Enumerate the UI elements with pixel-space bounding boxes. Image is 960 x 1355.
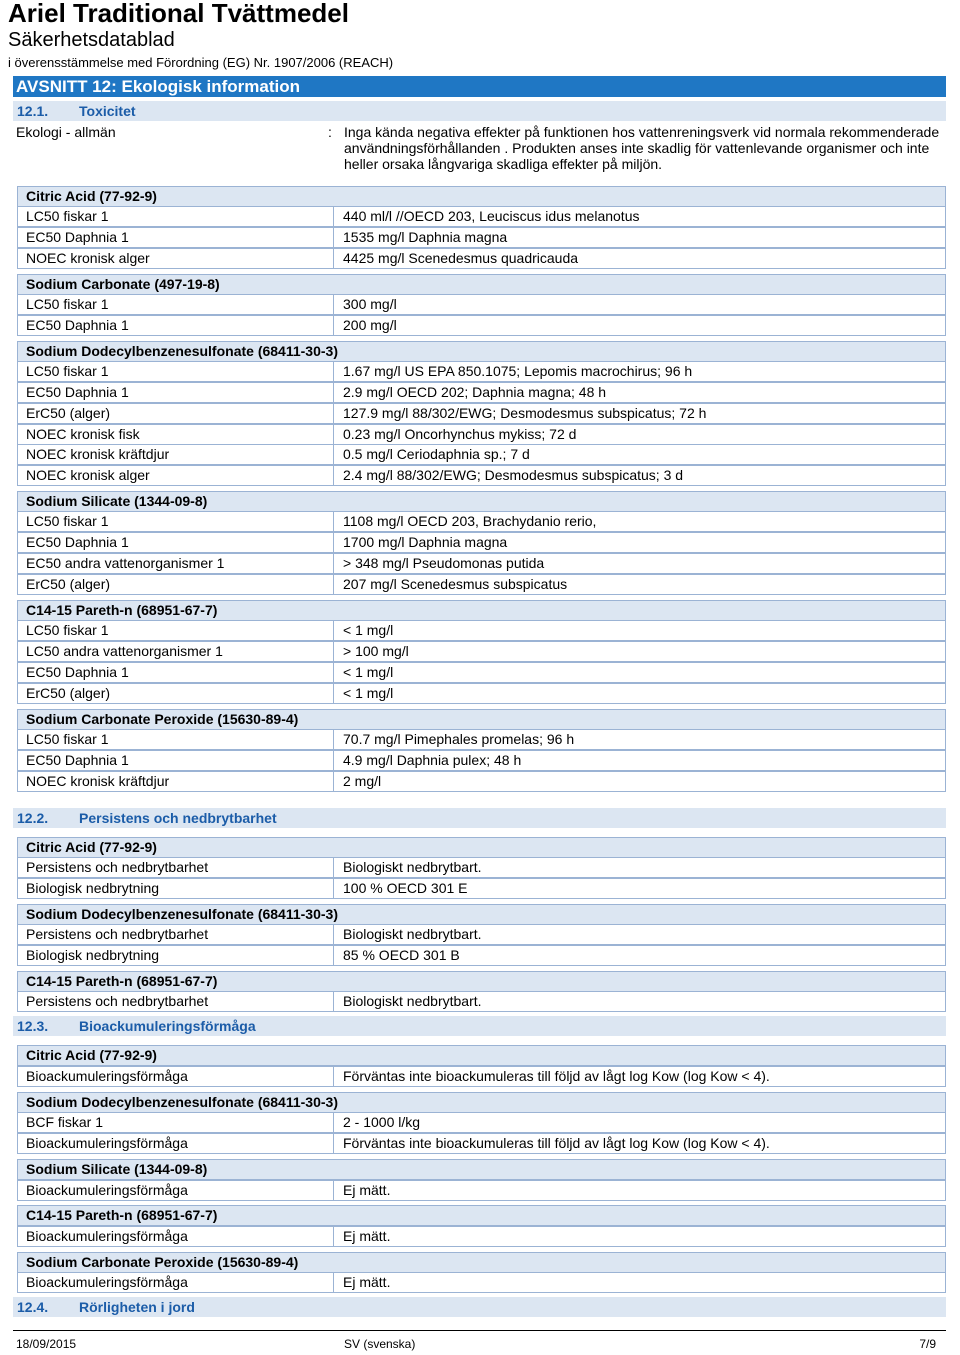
parameter-label: EC50 Daphnia 1 [26,534,129,550]
parameter-label: EC50 Daphnia 1 [26,317,129,333]
parameter-value: Ej mätt. [343,1228,391,1244]
table-row [17,444,946,465]
parameter-value: 0.5 mg/l Ceriodaphnia sp.; 7 d [343,446,530,462]
column-divider [333,1112,334,1133]
parameter-label: LC50 fiskar 1 [26,208,109,224]
parameter-label: NOEC kronisk alger [26,467,150,483]
parameter-value: 2.9 mg/l OECD 202; Daphnia magna; 48 h [343,384,607,400]
subsection-number: 12.2. [17,810,49,826]
subsection-bioaccumulation [13,1016,946,1036]
substance-name: Citric Acid (77-92-9) [26,188,157,204]
table-row [17,771,946,792]
parameter-value: < 1 mg/l [343,622,394,638]
table-row [17,1272,946,1293]
parameter-label: ErC50 (alger) [26,576,111,592]
column-divider [333,662,334,683]
parameter-label: Persistens och nedbrytbarhet [26,859,209,875]
parameter-value: 1108 mg/l OECD 203, Brachydanio rerio, [343,513,597,529]
parameter-label: LC50 fiskar 1 [26,622,109,638]
parameter-value: > 348 mg/l Pseudomonas putida [343,555,545,571]
substance-name: Sodium Silicate (1344-09-8) [26,1161,208,1177]
parameter-label: Biologisk nedbrytning [26,947,160,963]
substance-header-row [17,491,946,512]
parameter-value: 127.9 mg/l 88/302/EWG; Desmodesmus subspicatus; 72 h [343,405,707,421]
parameter-label: Bioackumuleringsförmåga [26,1182,188,1198]
parameter-value: 1535 mg/l Daphnia magna [343,229,508,245]
table-row [17,662,946,683]
subsection-soil-mobility [13,1297,946,1317]
parameter-label: EC50 Daphnia 1 [26,229,129,245]
table-row [17,945,946,966]
column-divider [333,227,334,248]
table-row [17,924,946,945]
column-divider [333,857,334,878]
parameter-value: 207 mg/l Scenedesmus subspicatus [343,576,568,592]
parameter-value: Biologiskt nedbrytbart. [343,926,482,942]
column-divider [333,465,334,486]
column-divider [333,750,334,771]
column-divider [333,641,334,662]
table-row [17,750,946,771]
parameter-value: 70.7 mg/l Pimephales promelas; 96 h [343,731,575,747]
ecology-general-text: Inga kända negativa effekter på funktionen hos vattenreningsverk vid normala rekommenderade användningsförhållanden . Produkten anses inte skadlig för vattenlevande organismer och inte heller orsaka långvariga skadliga effekter på miljön. [344,124,940,172]
column-divider [333,1133,334,1154]
column-divider [333,553,334,574]
parameter-label: EC50 Daphnia 1 [26,752,129,768]
parameter-value: Förväntas inte bioackumuleras till följd av lågt log Kow (log Kow < 4). [343,1135,770,1151]
parameter-value: < 1 mg/l [343,685,394,701]
column-divider [333,403,334,424]
parameter-value: 2.4 mg/l 88/302/EWG; Desmodesmus subspicatus; 3 d [343,467,684,483]
subsection-persistence [13,808,946,828]
subsection-title: Persistens och nedbrytbarhet [79,810,277,826]
regulation-note: i överensstämmelse med Förordning (EG) Nr. 1907/2006 (REACH) [8,55,394,70]
column-divider [333,444,334,465]
substance-header-row [17,274,946,295]
column-divider [333,574,334,595]
table-row [17,424,946,445]
parameter-label: EC50 andra vattenorganismer 1 [26,555,225,571]
parameter-label: BCF fiskar 1 [26,1114,104,1130]
column-divider [333,945,334,966]
table-row [17,227,946,248]
column-divider [333,1066,334,1087]
substance-header-row [17,837,946,858]
parameter-value: 300 mg/l [343,296,397,312]
parameter-value: < 1 mg/l [343,664,394,680]
subsection-toxicity [13,101,946,121]
substance-name: Sodium Carbonate Peroxide (15630-89-4) [26,711,299,727]
parameter-value: 1.67 mg/l US EPA 850.1075; Lepomis macrochirus; 96 h [343,363,693,379]
substance-name: Sodium Dodecylbenzenesulfonate (68411-30-3) [26,1094,338,1110]
parameter-label: NOEC kronisk fisk [26,426,140,442]
substance-header-row [17,904,946,925]
parameter-value: Ej mätt. [343,1274,391,1290]
subsection-number: 12.3. [17,1018,49,1034]
ecology-general-label: Ekologi - allmän [16,124,116,140]
substance-header-row [17,1092,946,1113]
column-divider [333,683,334,704]
substance-header-row [17,1205,946,1226]
column-divider [333,382,334,403]
substance-name: Sodium Dodecylbenzenesulfonate (68411-30-3) [26,343,338,359]
parameter-value: 85 % OECD 301 B [343,947,460,963]
table-row [17,878,946,899]
parameter-label: Bioackumuleringsförmåga [26,1135,188,1151]
parameter-value: 1700 mg/l Daphnia magna [343,534,508,550]
substance-header-row [17,600,946,621]
table-row [17,991,946,1012]
parameter-value: > 100 mg/l [343,643,409,659]
parameter-label: Persistens och nedbrytbarhet [26,993,209,1009]
table-row [17,1112,946,1133]
column-divider [333,771,334,792]
column-divider [333,511,334,532]
table-row [17,1133,946,1154]
table-row [17,574,946,595]
table-row [17,532,946,553]
substance-header-row [17,186,946,207]
parameter-label: NOEC kronisk kräftdjur [26,446,170,462]
parameter-label: EC50 Daphnia 1 [26,384,129,400]
substance-name: Citric Acid (77-92-9) [26,1047,157,1063]
table-row [17,553,946,574]
parameter-value: 2 mg/l [343,773,382,789]
substance-header-row [17,1159,946,1180]
column-divider [333,315,334,336]
column-divider [333,294,334,315]
column-divider [333,1272,334,1293]
parameter-label: LC50 fiskar 1 [26,731,109,747]
parameter-value: 440 ml/l //OECD 203, Leuciscus idus melanotus [343,208,640,224]
footer-date: 18/09/2015 [16,1337,77,1351]
parameter-value: 100 % OECD 301 E [343,880,468,896]
footer-page-number: 7/9 [919,1337,936,1351]
table-row [17,465,946,486]
table-row [17,294,946,315]
document-type: Säkerhetsdatablad [8,29,175,51]
parameter-label: LC50 fiskar 1 [26,363,109,379]
table-row [17,683,946,704]
column-divider [333,532,334,553]
column-divider [333,424,334,445]
substance-name: Citric Acid (77-92-9) [26,839,157,855]
parameter-value: Ej mätt. [343,1182,391,1198]
substance-name: C14-15 Pareth-n (68951-67-7) [26,973,218,989]
table-row [17,403,946,424]
parameter-label: Bioackumuleringsförmåga [26,1068,188,1084]
table-row [17,620,946,641]
section-title: AVSNITT 12: Ekologisk information [13,76,946,97]
parameter-label: Bioackumuleringsförmåga [26,1228,188,1244]
subsection-number: 12.1. [17,103,49,119]
table-row [17,361,946,382]
parameter-label: LC50 andra vattenorganismer 1 [26,643,223,659]
column-divider [333,878,334,899]
substance-name: Sodium Carbonate (497-19-8) [26,276,220,292]
parameter-value: 0.23 mg/l Oncorhynchus mykiss; 72 d [343,426,577,442]
column-divider [333,206,334,227]
substance-header-row [17,1252,946,1273]
subsection-title: Bioackumuleringsförmåga [79,1018,256,1034]
table-row [17,857,946,878]
substance-header-row [17,971,946,992]
column-divider [333,729,334,750]
footer-language: SV (svenska) [344,1337,416,1351]
subsection-title: Rörligheten i jord [79,1299,195,1315]
subsection-number: 12.4. [17,1299,49,1315]
table-row [17,1180,946,1201]
subsection-title: Toxicitet [79,103,136,119]
column-divider [333,361,334,382]
label-colon: : [328,124,332,140]
table-row [17,1066,946,1087]
parameter-value: Biologiskt nedbrytbart. [343,859,482,875]
parameter-label: LC50 fiskar 1 [26,296,109,312]
parameter-value: 200 mg/l [343,317,397,333]
table-row [17,641,946,662]
column-divider [333,1180,334,1201]
page-footer [13,1330,946,1355]
parameter-label: ErC50 (alger) [26,685,111,701]
substance-header-row [17,1045,946,1066]
parameter-label: Bioackumuleringsförmåga [26,1274,188,1290]
column-divider [333,1226,334,1247]
column-divider [333,248,334,269]
parameter-label: NOEC kronisk kräftdjur [26,773,170,789]
column-divider [333,620,334,641]
substance-name: C14-15 Pareth-n (68951-67-7) [26,1207,218,1223]
substance-name: Sodium Carbonate Peroxide (15630-89-4) [26,1254,299,1270]
table-row [17,729,946,750]
product-name: Ariel Traditional Tvättmedel [8,0,349,28]
substance-name: Sodium Silicate (1344-09-8) [26,493,208,509]
table-row [17,1226,946,1247]
substance-name: Sodium Dodecylbenzenesulfonate (68411-30-3) [26,906,338,922]
column-divider [333,991,334,1012]
parameter-label: ErC50 (alger) [26,405,111,421]
table-row [17,382,946,403]
table-row [17,248,946,269]
parameter-label: EC50 Daphnia 1 [26,664,129,680]
parameter-value: Förväntas inte bioackumuleras till följd av lågt log Kow (log Kow < 4). [343,1068,770,1084]
parameter-value: 4.9 mg/l Daphnia pulex; 48 h [343,752,522,768]
column-divider [333,924,334,945]
table-row [17,511,946,532]
document-header [8,0,952,71]
parameter-value: 4425 mg/l Scenedesmus quadricauda [343,250,579,266]
parameter-label: Persistens och nedbrytbarhet [26,926,209,942]
parameter-label: Biologisk nedbrytning [26,880,160,896]
table-row [17,315,946,336]
parameter-value: Biologiskt nedbrytbart. [343,993,482,1009]
parameter-value: 2 - 1000 l/kg [343,1114,421,1130]
table-row [17,206,946,227]
substance-name: C14-15 Pareth-n (68951-67-7) [26,602,218,618]
substance-header-row [17,709,946,730]
substance-header-row [17,341,946,362]
parameter-label: NOEC kronisk alger [26,250,150,266]
parameter-label: LC50 fiskar 1 [26,513,109,529]
